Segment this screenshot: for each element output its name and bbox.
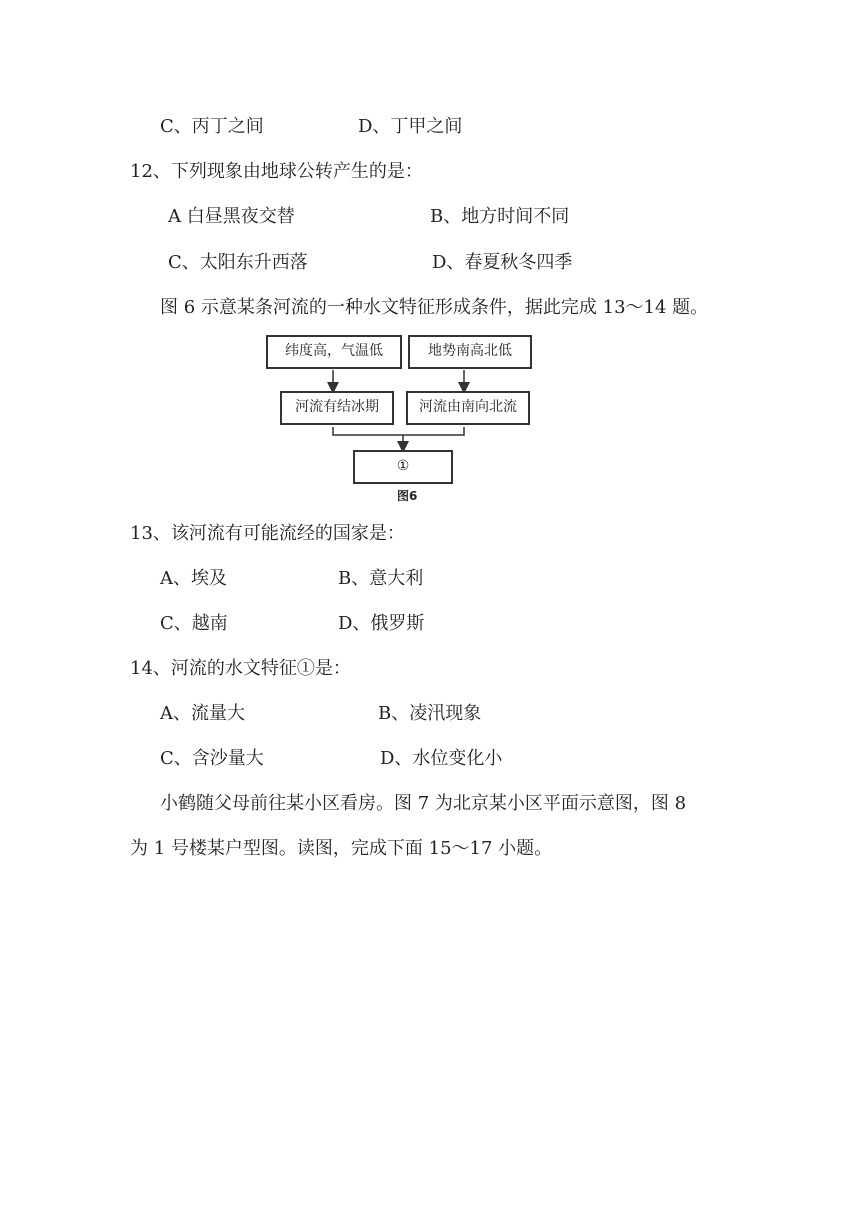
box-freezing: 河流有结冰期 — [280, 391, 394, 425]
q13-option-d: D、俄罗斯 — [338, 613, 425, 634]
q12-option-d: D、春夏秋冬四季 — [432, 252, 573, 273]
box-flow-direction: 河流由南向北流 — [406, 391, 530, 425]
q11-option-d: D、丁甲之间 — [358, 116, 463, 137]
q12-stem: 12、下列现象由地球公转产生的是： — [130, 161, 423, 182]
intro-15-17-line2: 为 1 号楼某户型图。读图，完成下面 15～17 小题。 — [130, 838, 553, 859]
box-result: ① — [353, 450, 453, 484]
intro-13-14: 图 6 示意某条河流的一种水文特征形成条件，据此完成 13～14 题。 — [160, 297, 709, 318]
q13-stem: 13、该河流有可能流经的国家是： — [130, 523, 405, 544]
q14-option-d: D、水位变化小 — [380, 748, 503, 769]
box-high-latitude: 纬度高，气温低 — [266, 335, 402, 369]
q13-option-c: C、越南 — [160, 613, 228, 634]
q14-option-a: A、流量大 — [160, 703, 245, 724]
q13-option-a: A、埃及 — [160, 568, 227, 589]
box-terrain: 地势南高北低 — [408, 335, 532, 369]
merge-line — [333, 427, 464, 435]
figure-6-caption: 图6 — [397, 489, 418, 503]
q14-option-b: B、凌汛现象 — [378, 703, 482, 724]
q12-option-b: B、地方时间不同 — [430, 206, 570, 227]
q12-option-a: A 白昼黑夜交替 — [168, 206, 295, 227]
q12-option-c: C、太阳东升西落 — [168, 252, 308, 273]
figure-6-diagram — [258, 333, 558, 503]
q13-option-b: B、意大利 — [338, 568, 424, 589]
q11-option-c: C、丙丁之间 — [160, 116, 264, 137]
intro-15-17-line1: 小鹤随父母前往某小区看房。图 7 为北京某小区平面示意图，图 8 — [160, 793, 687, 814]
q14-stem: 14、河流的水文特征①是： — [130, 658, 351, 679]
q14-option-c: C、含沙量大 — [160, 748, 264, 769]
